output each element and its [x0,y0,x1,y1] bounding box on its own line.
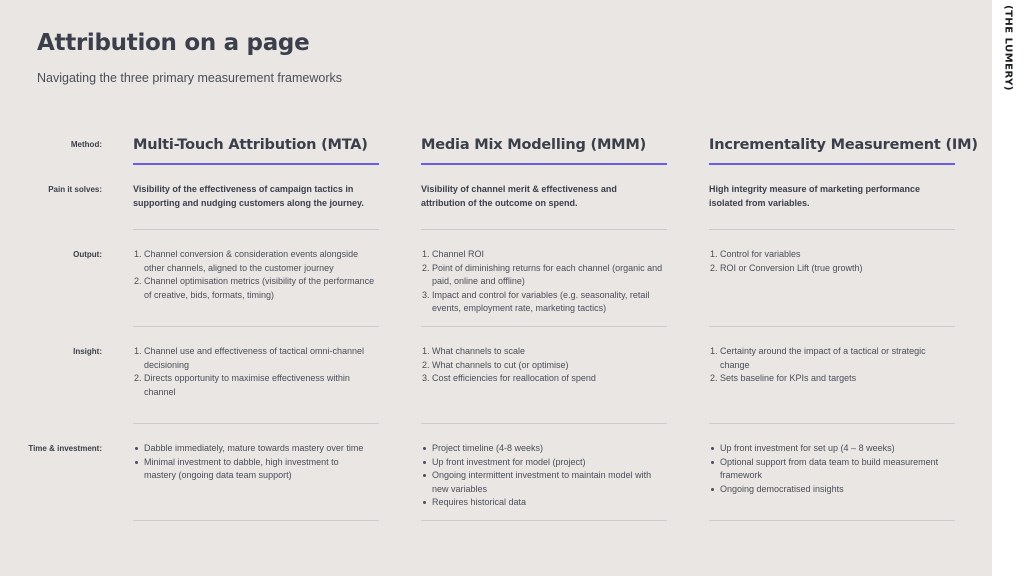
row-divider [133,520,379,521]
output-list-item: 2. Channel optimisation metrics (visibility of the performance of creative, bids, formats, timing) [144,275,380,302]
column-accent-rule-mta [133,163,379,165]
row-label-insight: Insight: [73,347,102,356]
insight-list-item: 1. Channel use and effectiveness of tactical omni-channel decisioning [144,345,380,372]
time-list-item: Minimal investment to dabble, high investment to mastery (ongoing data team support) [133,456,369,483]
row-divider [709,229,955,230]
time-list-mta [133,442,369,483]
time-list-item: Project timeline (4-8 weeks) [421,442,657,456]
output-list-item: 2. Point of diminishing returns for each channel (organic and paid, online and offline) [432,262,668,289]
time-list-item: Requires historical data [421,496,657,510]
row-divider [709,326,955,327]
row-label-time: Time & investment: [28,444,102,453]
row-divider [133,229,379,230]
row-label-output: Output: [73,250,102,259]
row-divider [133,326,379,327]
row-divider [709,423,955,424]
output-list-item: 1. Channel ROI [432,248,668,262]
row-divider [421,423,667,424]
insight-list-mmm [421,345,668,386]
column-title-mmm: Media Mix Modelling (MMM) [421,137,647,153]
time-list-im [709,442,945,496]
row-divider [421,520,667,521]
output-list-im [709,248,956,275]
page-title: Attribution on a page [37,30,310,56]
row-label-method: Method: [70,140,102,149]
column-title-im: Incrementality Measurement (IM) [709,137,978,153]
insight-list-item: 2. What channels to cut (or optimise) [432,359,668,373]
time-list-item: Dabble immediately, mature towards mastery over time [133,442,369,456]
insight-list-item: 2. Sets baseline for KPIs and targets [720,372,956,386]
time-list-mmm [421,442,657,510]
output-list-item: 1. Control for variables [720,248,956,262]
time-list-item: Up front investment for model (project) [421,456,657,470]
time-list-item: Ongoing intermittent investment to maintain model with new variables [421,469,657,496]
insight-list-item: 1. What channels to scale [432,345,668,359]
pain-text-im: High integrity measure of marketing performance isolated from variables. [709,184,921,208]
pain-text-mta: Visibility of the effectiveness of campaign tactics in supporting and nudging customers along the journey. [133,184,364,208]
time-list-item: Optional support from data team to build measurement framework [709,456,945,483]
column-title-mta: Multi-Touch Attribution (MTA) [133,137,368,153]
output-list-item: 2. ROI or Conversion Lift (true growth) [720,262,956,276]
insight-list-item: 2. Directs opportunity to maximise effectiveness within channel [144,372,380,399]
output-list-mmm [421,248,668,316]
output-list-mta [133,248,380,302]
output-list-item: 1. Channel conversion & consideration events alongside other channels, aligned to the customer journey [144,248,380,275]
time-list-item: Ongoing democratised insights [709,483,945,497]
pain-text-mmm: Visibility of channel merit & effectiveness and attribution of the outcome on spend. [421,184,617,208]
insight-list-mta [133,345,380,399]
output-list-item: 3. Impact and control for variables (e.g. seasonality, retail events, employment rate, marketing tactics) [432,289,668,316]
column-accent-rule-im [709,163,955,165]
insight-list-item: 3. Cost efficiencies for reallocation of spend [432,372,668,386]
row-divider [421,326,667,327]
insight-list-item: 1. Certainty around the impact of a tactical or strategic change [720,345,956,372]
brand-logo-text: (THE LUMERY) [1002,5,1014,91]
insight-list-im [709,345,956,386]
row-divider [709,520,955,521]
page-subtitle: Navigating the three primary measurement frameworks [37,71,342,85]
row-divider [133,423,379,424]
time-list-item: Up front investment for set up (4 – 8 weeks) [709,442,945,456]
row-divider [421,229,667,230]
row-label-pain: Pain it solves: [48,185,102,194]
column-accent-rule-mmm [421,163,667,165]
